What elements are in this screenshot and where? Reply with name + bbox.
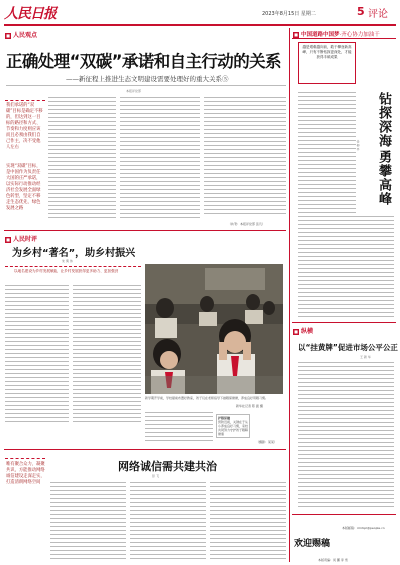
- divider: [6, 85, 286, 86]
- article-body-col2: [120, 97, 200, 223]
- section-divider: [292, 514, 396, 515]
- bottom-pullquote: 唯有聚合众力、凝聚共识，方能推动网络诚信建设走深走实，打造清朗网络空间: [6, 462, 45, 485]
- pullquote-rule: [5, 100, 45, 101]
- section-marker-icon: ■: [6, 236, 10, 242]
- pullquote-1: 我们承诺的“双碳”目标是确定不移的，但达到这一目标的路径和方式、节奏和力度则应该而且必须由我们自己作主，决不受他人左右: [6, 103, 43, 150]
- right-body-wide: [298, 216, 394, 320]
- bottom-body-col1: [50, 482, 126, 560]
- classroom-photo-illustration: [145, 264, 283, 394]
- section-divider: [4, 449, 286, 450]
- right-vertical-title-2: 勇攀高峰: [376, 150, 391, 206]
- bottom-body-col2: [130, 482, 206, 560]
- main-article-author-note: （执笔：本报评论部 张凡）: [228, 222, 265, 226]
- commentary-pullquote: 以地名建设为乡村发展赋能，让乡村发展获得更多助力、更加强劲: [14, 269, 119, 273]
- commentary-headline: 为乡村“著名”，助乡村振兴: [12, 248, 136, 259]
- section-marker-icon: ■: [294, 328, 298, 334]
- pullquote-rule: [5, 266, 141, 267]
- zongheng-headline: 以“挂黄牌”促进市场公平公正: [298, 343, 398, 352]
- right-vertical-title-1: 钻探深海: [376, 92, 391, 148]
- article-body-col3: [204, 97, 286, 219]
- masthead: [4, 2, 396, 26]
- photo-side-note-text: 预防近视，关键在于从小养成良好习惯，家校共同努力守护孩子眼睛健康: [218, 420, 249, 436]
- section-label-people-view: ■ 人民观点: [6, 32, 38, 39]
- photo-credit: 新华社记者 陈 振 摄: [236, 404, 263, 408]
- article-body-col1: [48, 97, 116, 223]
- page-section-name: 评论: [368, 9, 388, 20]
- photo-side-text-lines: [145, 412, 213, 444]
- commentary-body-col2: [73, 285, 141, 423]
- photo-side-note-title: 护眼保健: [218, 416, 231, 420]
- main-headline: 正确处理“双碳”承诺和自主行动的关系: [6, 52, 281, 71]
- main-byline: 本报评论部: [126, 89, 142, 93]
- welcome-title: 欢迎赐稿: [294, 539, 331, 549]
- section-label-zongheng: ■ 纵横: [294, 328, 314, 335]
- section-marker-icon: ■: [294, 31, 298, 37]
- submission-box: [290, 518, 396, 558]
- page-footer: 本版责编：何 鹏 李 雪: [318, 558, 348, 562]
- right-callout-box: 越是艰难越向前，敢于攀登新高峰，只有不断钻探更深处，才能获得丰硕成果: [298, 42, 356, 84]
- photo-editor: （摄影：某某）: [256, 440, 278, 444]
- commentary-byline: 朱 隽 伟: [62, 259, 73, 263]
- section-divider: [292, 322, 396, 323]
- section-divider: [292, 38, 396, 39]
- section-label-commentary: ■ 人民时评: [6, 236, 38, 243]
- issue-date: 2023年8月15日 星期二: [262, 11, 316, 17]
- zongheng-byline: 王 新 华: [360, 355, 371, 359]
- bottom-byline: 彭 飞: [152, 474, 159, 478]
- news-photo: [145, 264, 283, 394]
- commentary-body-col1: [5, 285, 69, 423]
- right-byline: 任 仲 平: [356, 140, 360, 151]
- pullquote-rule: [5, 458, 45, 459]
- photo-side-note: [216, 414, 250, 438]
- section-divider: [4, 230, 286, 231]
- photo-caption: 新学期开学前，学校提前布置好教室，孩子们在老师指导下做眼保健操，养成良好用眼习惯。: [145, 396, 269, 400]
- bottom-headline: 网络诚信需共建共治: [118, 460, 217, 473]
- section-marker-icon: ■: [6, 32, 10, 38]
- column-separator: [289, 28, 290, 562]
- newspaper-logo: 人民日报: [4, 6, 56, 22]
- bottom-body-col3: [210, 482, 286, 560]
- main-subhead: ——新征程上推进生态文明建设需要处理好的重大关系⑤: [66, 75, 229, 83]
- zongheng-body: [298, 362, 394, 510]
- section-label-china-dream: ■ 中国道路中国梦·齐心协力加油干: [294, 31, 380, 38]
- page-number: 5: [357, 5, 365, 18]
- welcome-note: 本版邮箱：rmrbpl@people.cn: [342, 526, 385, 530]
- pullquote-2: 实现“双碳”目标，是中国作为负责任大国的庄严承诺，以实际行动推动经济社会发展全面绿色转型，坚定不移走生态优先、绿色发展之路: [6, 164, 41, 211]
